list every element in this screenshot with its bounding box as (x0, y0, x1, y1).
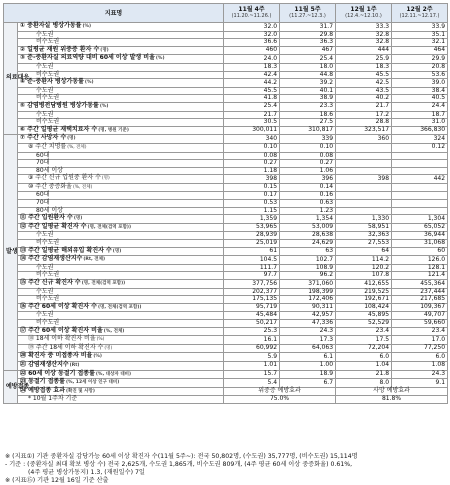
value-cell: 29.8 (280, 31, 336, 39)
value-cell: 53,009 (280, 223, 336, 232)
value-cell: 사망 예방효과 (336, 387, 448, 396)
value-cell: 25.3 (224, 327, 280, 336)
value-cell: 104.5 (224, 256, 280, 265)
row-label-text: ⑦ 주간 사망자 수 (20, 134, 67, 142)
row-label-text: 비수도권 (36, 94, 60, 102)
value-cell (392, 192, 448, 200)
value-cell: 219,525 (336, 288, 392, 296)
value-cell: 41.8 (224, 95, 280, 103)
value-cell: 39.0 (392, 79, 448, 88)
value-cell: 126.0 (392, 256, 448, 265)
table-row (4, 135, 448, 144)
value-cell: 8.0 (336, 379, 392, 388)
row-label-text: ⑩ 주간 중증화율 (28, 182, 72, 190)
value-cell: 1.01 (224, 361, 280, 370)
value-cell: 175,135 (224, 296, 280, 304)
section-label-vaccine: 예방접종 (4, 370, 18, 403)
value-cell: 102.7 (280, 256, 336, 265)
row-unit: (%, 전체) (67, 144, 87, 150)
value-cell: 39.2 (280, 79, 336, 88)
value-cell: 20.8 (392, 63, 448, 71)
row-unit: (명, 전체(검역 포함)) (81, 281, 126, 286)
row-label-text: 비수도권 (36, 295, 60, 303)
value-cell: 398 (336, 175, 392, 184)
row-label-text: 수도권 (36, 62, 54, 70)
value-cell: 0.15 (224, 183, 280, 192)
table-row (4, 160, 448, 168)
table-row (4, 143, 448, 152)
row-label-text: ③ 준-중환자실 의료역량 대비 60세 이상 발생 비율 (20, 54, 155, 62)
value-cell: 21.7 (224, 111, 280, 119)
value-cell (336, 143, 392, 152)
row-label-text: ⑬ 주간 일평균 해외유입 확진자 수 (20, 246, 112, 254)
row-label-text: 비수도권 (36, 118, 60, 126)
value-cell: 44.2 (224, 79, 280, 88)
value-cell: 6.7 (280, 379, 336, 388)
value-cell: 18.3 (336, 63, 392, 71)
value-cell: 17.5 (336, 336, 392, 345)
value-cell: 0.17 (224, 192, 280, 200)
value-cell: 172,406 (280, 296, 336, 304)
value-cell: 44.8 (280, 71, 336, 79)
value-cell: 412,655 (336, 280, 392, 289)
header-week-3: 12월 1주 (12.4.~12.10.) (336, 4, 392, 23)
value-cell: 45,895 (336, 312, 392, 320)
header-week-1: 11월 4주 (11.20.~11.26.) (224, 4, 280, 23)
row-label-text: ㉓ 동절기 접종률 (20, 378, 65, 386)
row-unit: (Rt) (69, 362, 80, 368)
value-cell: 65,052 (392, 223, 448, 232)
row-unit: (%) (96, 337, 105, 343)
row-label-text: 비수도권 (36, 318, 60, 326)
value-cell: 90,311 (280, 303, 336, 312)
header-indicator: 지표명 (4, 4, 224, 23)
row-label-text: 70대 (36, 199, 50, 207)
row-label-text: ⑨ 주간 신규 입원중 환자 수 (28, 174, 101, 182)
value-cell: 96.2 (280, 272, 336, 280)
table-row (4, 102, 448, 111)
value-cell: 1,304 (392, 215, 448, 224)
value-cell: 53,965 (224, 223, 280, 232)
value-cell: 0.27 (224, 160, 280, 168)
value-cell: 18.9 (280, 370, 336, 379)
value-cell: 237,444 (392, 288, 448, 296)
table-row (4, 200, 448, 208)
value-cell: 396 (280, 175, 336, 184)
value-cell: 42.4 (224, 71, 280, 79)
value-cell: 42,957 (280, 312, 336, 320)
value-cell: 32.1 (392, 39, 448, 47)
value-cell: 25,019 (224, 240, 280, 248)
header-week-4: 12월 2주 (12.11.~12.17.) (392, 4, 448, 23)
value-cell: 27.5 (280, 119, 336, 127)
row-unit: (%) (84, 80, 94, 86)
value-cell: 360 (336, 135, 392, 144)
value-cell: 340 (224, 135, 280, 144)
row-label-text: ② 일평균 재원 위중증 환자 수 (20, 45, 100, 53)
value-cell: 0.14 (280, 183, 336, 192)
value-cell: 324 (392, 135, 448, 144)
table-row (4, 353, 448, 362)
row-unit: (명) (101, 176, 110, 182)
value-cell: 61 (224, 247, 280, 256)
value-cell: 33.9 (392, 23, 448, 32)
value-cell: 1.15 (224, 207, 280, 215)
value-cell: 17.3 (280, 336, 336, 345)
value-cell: 17.0 (392, 336, 448, 345)
value-cell: 15.7 (224, 370, 280, 379)
row-label-text: ⑧ 주간 치명률 (28, 142, 67, 150)
value-cell: 31,068 (392, 240, 448, 248)
value-cell: 64 (336, 247, 392, 256)
value-cell: 25.9 (336, 55, 392, 64)
row-unit: (%, 전체) (72, 184, 93, 190)
value-cell: 45.5 (224, 87, 280, 95)
value-cell: 28,638 (280, 232, 336, 240)
value-cell: 24.3 (280, 327, 336, 336)
row-unit: (%) (82, 24, 92, 29)
row-label-text: 수도권 (36, 287, 54, 295)
value-cell: 0.08 (280, 152, 336, 160)
row-label-text: 60대 (36, 151, 50, 159)
table-row (4, 396, 448, 404)
value-cell: 217,685 (392, 296, 448, 304)
value-cell: 32.0 (224, 23, 280, 32)
value-cell: 60 (392, 247, 448, 256)
row-unit: (%, 전체) (103, 328, 125, 334)
value-cell: 371,060 (280, 280, 336, 289)
value-cell: 192,671 (336, 296, 392, 304)
value-cell: 442 (392, 175, 448, 184)
value-cell: 52,529 (336, 319, 392, 327)
value-cell: 1,354 (280, 215, 336, 224)
row-label-text: ⑳ 확진자 중 미접종자 비율 (20, 352, 93, 360)
value-cell: 21.8 (336, 370, 392, 379)
value-cell: 60,992 (224, 344, 280, 353)
value-cell: 35.1 (392, 31, 448, 39)
covid-indicator-table (3, 3, 448, 404)
row-label-text: ④ 준-중환자 병상가동률 (20, 78, 84, 86)
row-label-text: ⑤ 감염병전담병원 병상가동률 (20, 101, 99, 109)
value-cell: 24,629 (280, 240, 336, 248)
value-cell: 18.6 (280, 111, 336, 119)
value-cell (336, 167, 392, 175)
table-row (4, 126, 448, 135)
footnote-1: ※ (지표①) 기관 중환자실 감당가능 60세 이상 확진자 수(11월 5주~): 전국 50,802명, (수도권) 35,777명, (비수도권) 15,114명 (5, 453, 358, 460)
row-label-text: ⑪ 주간 입원환자 수 (20, 214, 73, 222)
value-cell (336, 207, 392, 215)
value-cell: 24.3 (392, 370, 448, 379)
value-cell: 27,553 (336, 240, 392, 248)
value-cell (336, 183, 392, 192)
value-cell: 460 (224, 46, 280, 55)
value-cell: 1,330 (336, 215, 392, 224)
value-cell: 9.1 (392, 379, 448, 388)
value-cell: 0.16 (280, 192, 336, 200)
value-cell: 1,359 (224, 215, 280, 224)
value-cell: 63 (280, 247, 336, 256)
value-cell: 464 (392, 46, 448, 55)
value-cell: 38.9 (280, 95, 336, 103)
value-cell: 6.1 (280, 353, 336, 362)
value-cell: 120.2 (336, 264, 392, 272)
value-cell: 24.4 (392, 102, 448, 111)
value-cell: 42.5 (336, 79, 392, 88)
row-unit: (명, 전체(검역 포함)) (87, 224, 132, 230)
value-cell: 0.08 (224, 152, 280, 160)
row-label-text: ㉔ 예방접종 효과 (20, 386, 65, 394)
row-unit: (명) (100, 47, 109, 53)
value-cell: 16.1 (224, 336, 280, 345)
row-unit: (%, 대상자 대비) (95, 371, 132, 377)
value-cell (392, 200, 448, 208)
value-cell: 5.9 (224, 353, 280, 362)
row-label-text: * 10월 1주차 기준 (28, 395, 78, 403)
value-cell: 377,756 (224, 280, 280, 289)
value-cell: 0.10 (224, 143, 280, 152)
value-cell: 23.4 (392, 327, 448, 336)
value-cell: 17.2 (336, 111, 392, 119)
value-cell: 81.8% (336, 396, 448, 404)
table-body (4, 23, 448, 404)
value-cell: 198,399 (280, 288, 336, 296)
row-label-text: ① 중환자실 병상가동률 (20, 22, 82, 29)
row-label-text: 수도권 (36, 263, 54, 271)
row-unit: (%) (155, 56, 165, 62)
value-cell (392, 152, 448, 160)
row-label-text: 80세 이상 (36, 206, 63, 214)
value-cell (336, 200, 392, 208)
row-label-text: 비수도권 (36, 271, 60, 279)
value-cell: 75.0% (224, 396, 336, 404)
value-cell: 32.8 (336, 39, 392, 47)
footnote-4: ※ (지표⑮) 기관 12월 16일 기준 산출 (5, 477, 109, 484)
value-cell: 467 (280, 46, 336, 55)
value-cell: 위중증 예방효과 (224, 387, 336, 396)
value-cell: 53.6 (392, 71, 448, 79)
value-cell: 366,830 (392, 126, 448, 135)
row-label-text: ⑮ 주간 신규 확진자 수 (20, 279, 81, 286)
row-unit: (%) (99, 103, 109, 109)
value-cell: 43.5 (336, 87, 392, 95)
value-cell: 128.1 (392, 264, 448, 272)
row-label-text: 70대 (36, 159, 50, 167)
value-cell: 108,424 (336, 303, 392, 312)
footnote-3: (4주 평균 병상가동지) 1.3, (재원일수) 7일 (28, 469, 145, 476)
value-cell: 18.0 (280, 63, 336, 71)
value-cell: 31.0 (392, 119, 448, 127)
table-header-row (4, 4, 448, 23)
value-cell: 18.3 (224, 63, 280, 71)
row-label-text: 수도권 (36, 86, 54, 94)
row-unit: (명, 전체(검역 포함)) (97, 304, 142, 310)
value-cell: 49,707 (392, 312, 448, 320)
value-cell: 109,367 (392, 303, 448, 312)
value-cell: 64,063 (280, 344, 336, 353)
row-label-text: 비수도권 (36, 38, 60, 46)
value-cell: 121.4 (392, 272, 448, 280)
value-cell: 28,939 (224, 232, 280, 240)
row-label-text: ⑭ 주간 감염재생산지수 (20, 255, 83, 263)
value-cell (392, 160, 448, 168)
value-cell: 202,377 (224, 288, 280, 296)
value-cell (392, 167, 448, 175)
value-cell: 300,011 (224, 126, 280, 135)
row-label-text: 수도권 (36, 110, 54, 118)
value-cell: 1.08 (392, 361, 448, 370)
value-cell: 36.3 (280, 39, 336, 47)
value-cell: 323,517 (336, 126, 392, 135)
value-cell (336, 192, 392, 200)
value-cell: 1.06 (280, 167, 336, 175)
value-cell: 32.0 (224, 31, 280, 39)
value-cell: 45,484 (224, 312, 280, 320)
value-cell: 111.7 (224, 264, 280, 272)
row-label-text: 60대 (36, 191, 50, 199)
value-cell: 32.8 (336, 31, 392, 39)
row-label-text: ⑱ 18세 이하 확진자 비율 (28, 335, 96, 343)
value-cell (392, 183, 448, 192)
row-label-text: ⑲ 주간 18세 이하 확진자 수 (28, 343, 104, 351)
value-cell: 0.10 (280, 143, 336, 152)
value-cell: 18.7 (392, 111, 448, 119)
value-cell: 47,336 (280, 319, 336, 327)
value-cell: 0.63 (280, 200, 336, 208)
table-row (4, 79, 448, 88)
row-unit: (명, 병원 기준) (98, 127, 129, 133)
section-label-medical: 의료대응 (4, 23, 18, 135)
header-week-2: 11월 5주 (11.27.~12.3.) (280, 4, 336, 23)
row-label (18, 396, 224, 404)
value-cell: 36,944 (392, 232, 448, 240)
table-row (4, 280, 448, 289)
value-cell: 28.8 (336, 119, 392, 127)
value-cell: 0.53 (224, 200, 280, 208)
value-cell: 1.04 (336, 361, 392, 370)
value-cell: 33.3 (336, 23, 392, 32)
value-cell: 25.4 (224, 102, 280, 111)
row-label-text: 80세 이상 (36, 166, 63, 174)
value-cell: 1.00 (280, 361, 336, 370)
value-cell: 0.12 (392, 143, 448, 152)
value-cell: 24.0 (224, 55, 280, 64)
value-cell: 30.5 (224, 119, 280, 127)
value-cell: 31.7 (280, 23, 336, 32)
row-label-text: ⑫ 주간 일평균 확진자 수 (20, 222, 87, 230)
value-cell: 0.27 (280, 160, 336, 168)
table-row (4, 152, 448, 160)
row-unit: (%) (93, 354, 102, 360)
value-cell: 5.4 (224, 379, 280, 388)
value-cell: 32,363 (336, 232, 392, 240)
value-cell: 1.23 (280, 207, 336, 215)
row-label-text: ⑥ 주간 일평균 재택치료자 수 (20, 125, 98, 133)
row-unit: (%, 12세 이상 인구 대비) (65, 380, 120, 386)
table-row (4, 370, 448, 379)
value-cell (336, 152, 392, 160)
value-cell: 45.5 (336, 71, 392, 79)
value-cell: 50,217 (224, 319, 280, 327)
table-row (4, 63, 448, 71)
value-cell: 59,660 (392, 319, 448, 327)
table-row (4, 183, 448, 192)
row-label-text: ㉒ 60세 이상 동절기 접종률 (20, 369, 95, 377)
row-label-text: 비수도권 (36, 70, 60, 78)
value-cell: 36.6 (224, 39, 280, 47)
value-cell: 25.4 (280, 55, 336, 64)
value-cell: 38.4 (392, 87, 448, 95)
value-cell: 455,364 (392, 280, 448, 289)
row-unit: (명) (73, 216, 83, 222)
row-unit: (확진 및 사망) (65, 388, 95, 394)
row-unit: (명) (67, 136, 76, 142)
value-cell: 21.7 (336, 102, 392, 111)
value-cell: 6.0 (336, 353, 392, 362)
value-cell: 444 (336, 46, 392, 55)
row-label-text: ㉑ 감염재생산지수 (20, 360, 69, 368)
value-cell: 6.0 (392, 353, 448, 362)
value-cell: 23.3 (280, 102, 336, 111)
row-label-text: ⑰ 주간 60세 이상 확진자 비율 (20, 326, 103, 334)
value-cell: 29.9 (392, 55, 448, 64)
value-cell (336, 160, 392, 168)
value-cell: 95,719 (224, 303, 280, 312)
value-cell: 1.18 (224, 167, 280, 175)
footnote-2: - 기준 : (중환자실 최대 확보 병상 수) 전국 2,625개, 수도권 1,865개, 비수도권 809개, (4주 평균 60세 이상 중증화율) 0.61%, (5, 461, 353, 468)
value-cell: 107.8 (336, 272, 392, 280)
value-cell: 114.2 (336, 256, 392, 265)
row-unit: (명) (104, 345, 113, 351)
section-label-outbreak: 발생 (4, 135, 18, 370)
value-cell: 72,204 (336, 344, 392, 353)
value-cell: 97.7 (224, 272, 280, 280)
value-cell (392, 207, 448, 215)
row-unit: (명) (112, 248, 122, 254)
row-label-text: ⑯ 주간 60세 이상 확진자 수 (20, 302, 97, 310)
value-cell: 58,951 (336, 223, 392, 232)
row-label-text: 수도권 (36, 30, 54, 38)
value-cell: 77,250 (392, 344, 448, 353)
value-cell: 108.9 (280, 264, 336, 272)
row-label-text: 수도권 (36, 231, 54, 239)
value-cell: 398 (224, 175, 280, 184)
row-unit: (Rt, 전체) (83, 257, 106, 263)
value-cell: 310,817 (280, 126, 336, 135)
table-row (4, 192, 448, 200)
value-cell: 40.2 (336, 95, 392, 103)
table-row (4, 23, 448, 32)
row-label-text: 수도권 (36, 311, 54, 319)
row-label-text: 비수도권 (36, 239, 60, 247)
value-cell: 40.1 (280, 87, 336, 95)
value-cell: 339 (280, 135, 336, 144)
value-cell: 40.5 (392, 95, 448, 103)
value-cell: 23.4 (336, 327, 392, 336)
table-row (4, 379, 448, 388)
